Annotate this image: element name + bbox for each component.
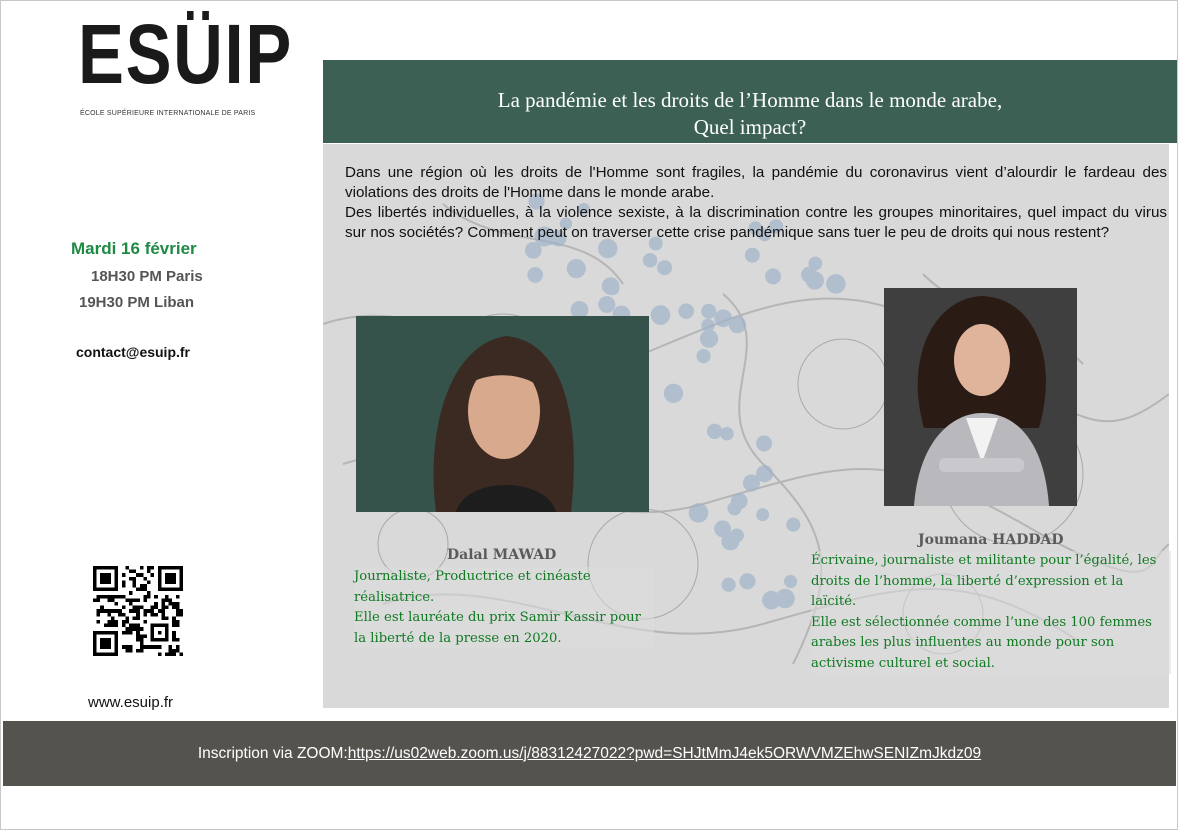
esuip-logo [72,7,293,122]
speaker-2-name: Joumana HADDAD [918,532,1064,548]
registration-bar [3,721,1176,786]
intro-paragraph-1: Dans une région où les droits de l'Homme sont fragiles, la pandémie du coronavirus vient d’alourdir le fardeau des violations des droits de l'Homme dans le monde arabe. [345,164,1167,201]
title-line-2: Quel impact? [693,115,807,139]
speaker-1-bio-line-1: Journaliste, Productrice et cinéaste réalisatrice. [354,569,591,605]
logo-tagline: ÉCOLE SUPÉRIEURE INTERNATIONALE DE PARIS [80,110,256,117]
speaker-2-photo [884,288,1077,506]
event-time-paris: 18H30 PM Paris [91,268,203,285]
speaker-1-name: Dalal MAWAD [447,547,557,563]
logo-wordmark: ESÜIP [78,7,293,101]
intro-text [345,163,1167,243]
qr-code [93,566,183,656]
event-time-liban: 19H30 PM Liban [79,294,195,311]
registration-prefix: Inscription via ZOOM: [197,744,348,762]
event-date: Mardi 16 février [71,239,197,258]
speaker-1-bio [354,567,654,649]
speaker-2-bio-line-1: Écrivaine, journaliste et militante pour l’égalité, les droits de l’homme, la liberté d’expression et la laïcité. [811,553,1157,609]
zoom-link[interactable]: https://us02web.zoom.us/j/88312427022?pwd=SHJtMmJ4ek5ORWVMZEhwSENIZmJkdz09 [347,744,982,762]
speaker-1-bio-line-2: Elle est lauréate du prix Samir Kassir pour la liberté de la presse en 2020. [354,610,641,646]
title-banner [323,60,1177,143]
website-link[interactable]: www.esuip.fr [88,694,174,711]
speaker-2-bio-line-2: Elle est sélectionnée comme l’une des 100 femmes arabes les plus influentes au monde pour son activisme culturel et social. [811,614,1152,671]
intro-paragraph-2: Des libertés individuelles, à la violence sexiste, à la discrimination contre les groupes minoritaires, quel impact du virus sur nos sociétés? Comment peut on traverser cette crise pandémique sans tuer le peu de droits qui nous restent? [345,204,1167,241]
speaker-1-photo [356,316,649,512]
contact-email[interactable]: contact@esuip.fr [76,344,191,360]
speaker-2-bio [811,551,1171,674]
title-line-1: La pandémie et les droits de l’Homme dans le monde arabe, [497,88,1003,112]
